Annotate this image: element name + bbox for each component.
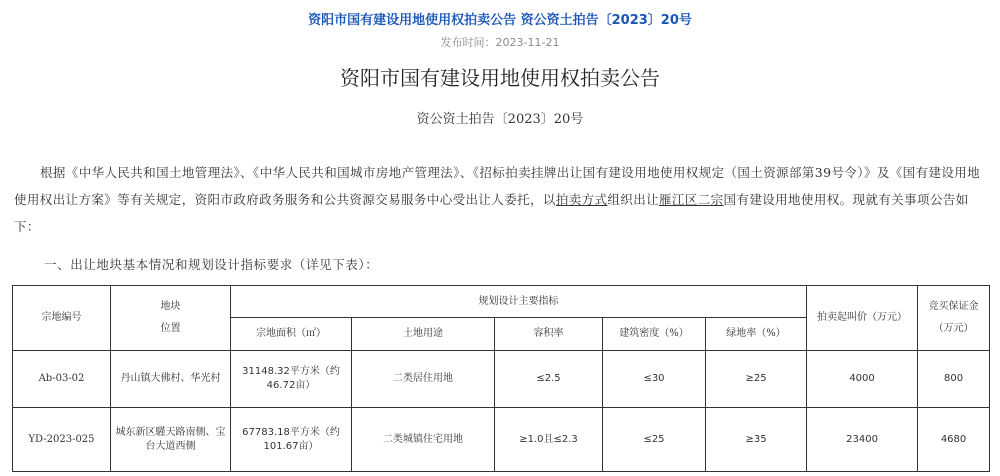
header-area: 宗地面积（㎡） (231, 318, 352, 351)
header-planning: 规划设计主要指标 (231, 286, 807, 318)
publish-date: 发布时间：2023-11-21 (440, 36, 560, 49)
intro-paragraph (14, 159, 986, 240)
cell-use: 二类城镇住宅用地 (352, 408, 495, 472)
cell-green: ≥25 (706, 351, 807, 408)
cell-start-price: 23400 (807, 408, 918, 472)
intro-text-pre: 根据《中华人民共和国土地管理法》、《中华人民共和国城市房地产管理法》、《招标拍卖挂牌出让国有建设用地使用权规定（国土资源部第39号令）》及《国有建设用地使用权出让方案》等有关规定，资阳市政府政务服务和公共资源交易服务中心受出让人委托，以 (14, 165, 981, 207)
announcement-top-title: 资阳市国有建设用地使用权拍卖公告 资公资土拍告〔2023〕20号 (308, 13, 692, 28)
cell-deposit: 800 (918, 351, 990, 408)
cell-density: ≤25 (603, 408, 706, 472)
cell-parcel-no: Ab-03-02 (13, 351, 111, 408)
cell-start-price: 4000 (807, 351, 918, 408)
table-header-row (13, 286, 990, 318)
cell-area: 31148.32平方米（约46.72亩） (231, 351, 352, 408)
header-parcel-no: 宗地编号 (13, 286, 111, 351)
cell-location: 城东新区騹天路南侧、宝台大道西侧 (111, 408, 231, 472)
header-use: 土地用途 (352, 318, 495, 351)
cell-area: 67783.18平方米（约101.67亩） (231, 408, 352, 472)
auction-method: 拍卖方式 (555, 192, 608, 207)
table-row (13, 351, 990, 408)
header-location: 地块 位置 (111, 286, 231, 351)
header-density: 建筑密度（%） (603, 318, 706, 351)
intro-text-mid: 组织出让 (607, 192, 660, 207)
header-far: 容积率 (495, 318, 603, 351)
land-parcel-table (12, 285, 990, 472)
cell-green: ≥35 (706, 408, 807, 472)
cell-deposit: 4680 (918, 408, 990, 472)
table-row (13, 408, 990, 472)
cell-density: ≤30 (603, 351, 706, 408)
header-start-price: 拍卖起叫价（万元） (807, 286, 918, 351)
cell-parcel-no: YD-2023-025 (13, 408, 111, 472)
section-heading: 一、出让地块基本情况和规划设计指标要求（详见下表）： (44, 257, 379, 272)
header-deposit: 竞买保证金 （万元） (918, 286, 990, 351)
intro-text-post: 国有建设用地使用权。现就有关事项公告如下： (14, 192, 969, 234)
page-title: 资阳市国有建设用地使用权拍卖公告 (340, 66, 660, 90)
cell-far: ≤2.5 (495, 351, 603, 408)
cell-far: ≥1.0且≤2.3 (495, 408, 603, 472)
header-green: 绿地率（%） (706, 318, 807, 351)
cell-use: 二类居住用地 (352, 351, 495, 408)
cell-location: 丹山镇大佛村、华光村 (111, 351, 231, 408)
document-number: 资公资土拍告〔2023〕20号 (416, 112, 584, 127)
region-parcels: 雁江区二宗 (659, 192, 724, 207)
